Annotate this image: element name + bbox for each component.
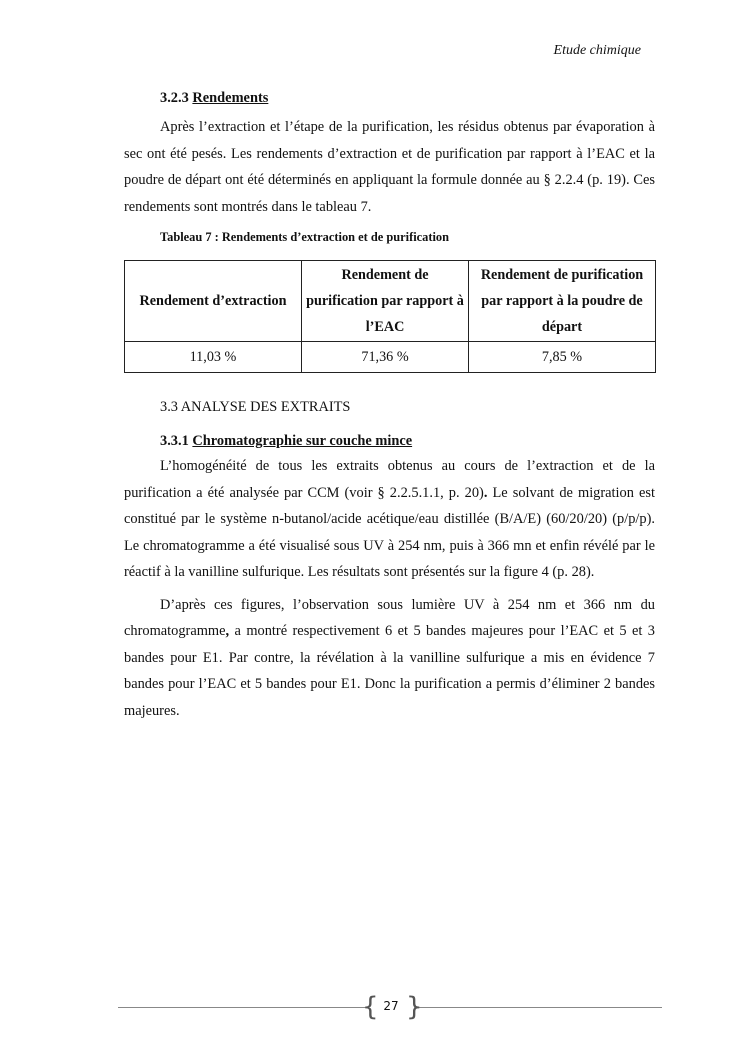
- yield-table: [124, 260, 656, 373]
- table-caption: Tableau 7 : Rendements d’extraction et de purification: [160, 230, 449, 244]
- left-brace-icon: {: [362, 992, 379, 1022]
- paragraph-ccm-part-1: L’homogénéité de tous les extraits obtenus au cours de l’extraction et de la purification a été analysée par CCM (voir § 2.2.5.1.1, p. 20): [124, 458, 655, 501]
- running-header: Etude chimique: [553, 43, 641, 58]
- section-title: Chromatographie sur couche mince: [192, 433, 413, 449]
- footer-rule-left: [118, 1007, 368, 1008]
- bold-comma: ,: [225, 623, 230, 639]
- section-number: 3.2.3: [160, 90, 189, 106]
- bold-period: .: [483, 484, 488, 501]
- table-row: [125, 342, 656, 373]
- header-purification-powder: Rendement de purification par rapport à la poudre de départ: [469, 261, 656, 342]
- paragraph-ccm-part-2: Le solvant de migration est constitué par le système n-butanol/acide acétique/eau distillée (B/A/E) (60/20/20) (p/p/p). Le chromatogramme a été visualisé sous UV à 254 nm, puis à 366 mn et enfin révélé par le réactif à la vanilline sulfurique. Les résultats sont présentés sur la figure 4 (p. 28).: [124, 484, 655, 580]
- header-extraction-yield: Rendement d’extraction: [125, 261, 302, 342]
- cell-extraction-yield: 11,03 %: [125, 342, 302, 373]
- cell-purification-eac: 71,36 %: [302, 342, 469, 373]
- table-header-row: [125, 261, 656, 342]
- section-heading-3-2-3: [160, 88, 655, 108]
- paragraph-observation: [124, 592, 655, 725]
- header-purification-eac: Rendement de purification par rapport à l’EAC: [302, 261, 469, 342]
- paragraph-observation-part-1: D’après ces figures, l’observation sous lumière UV à 254 nm et 366 nm du chromatogramme: [124, 596, 655, 639]
- page-number: 27: [383, 999, 399, 1013]
- section-heading-3-3: 3.3 ANALYSE DES EXTRAITS: [160, 399, 351, 415]
- section-number: 3.3.1: [160, 433, 189, 449]
- section-heading-3-3-1: [160, 431, 655, 451]
- paragraph-ccm: [124, 453, 655, 586]
- page-content: [124, 88, 655, 724]
- section-title: Rendements: [192, 90, 269, 106]
- paragraph-rendements: Après l’extraction et l’étape de la purification, les résidus obtenus par évaporation à sec ont été pesés. Les rendements d’extraction et de purification par rapport à l’EAC et la poudre de départ ont été déterminés en appliquant la formule donnée au § 2.2.4 (p. 19). Ces rendements sont montrés dans le tableau 7.: [124, 119, 655, 215]
- paragraph-observation-part-2: a montré respectivement 6 et 5 bandes majeures pour l’EAC et 5 et 3 bandes pour E1. Par contre, la révélation à la vanilline sulfurique a mis en évidence 7 bandes pour l’EAC et 5 bandes pour E1. Donc la purification a permis d’éliminer 2 bandes majeures.: [124, 623, 655, 719]
- footer-rule-right: [414, 1007, 662, 1008]
- right-brace-icon: }: [406, 992, 423, 1022]
- cell-purification-powder: 7,85 %: [469, 342, 656, 373]
